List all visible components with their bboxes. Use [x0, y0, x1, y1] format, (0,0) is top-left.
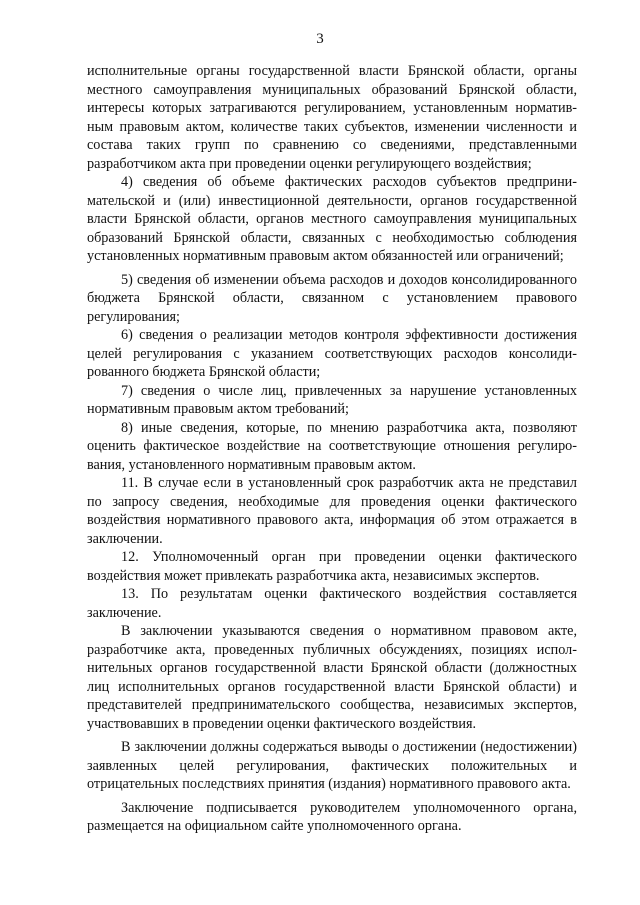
page-number: 3 [316, 31, 324, 47]
document-body [87, 62, 577, 836]
paragraph-item-5: 5) сведения об изменении объема расходов и доходов консолидированного бюджета Брянской области, связанном с установлением правового регулирования; [87, 271, 577, 325]
paragraph-clause-12: 12. Уполномоченный орган при проведении оценки фактического воздействия может привлекать разработчика акта, независимых экспертов. [87, 549, 577, 584]
paragraph-conclusion-findings: В заключении должны содержаться выводы о достижении (недостижении) заявленных целей регулирования, фактических положительных и отрицательных последствиях принятия (издания) нормативного правового акта. [87, 739, 577, 792]
paragraph-conclusion-signing: Заключение подписывается руководителем уполномоченного органа, размещается на официальном сайте уполномоченного органа. [87, 799, 577, 834]
paragraph-item-4: 4) сведения об объеме фактических расходов субъектов предпринимательской и (или) инвестиционной деятельности, органов государственной власти Брянской области, органов местного самоуправления муниципальных образований Брянской области, связанных с необходимостью соблюдения установленных нормативным правовым актом обязанностей или ограничений; [87, 174, 577, 264]
paragraph-item-8: 8) иные сведения, которые, по мнению разработчика акта, позволяют оценить фактическое воздействие на соответствующие отношения регулирования, установленного нормативным правовым актом. [87, 419, 577, 473]
paragraph-clause-13: 13. По результатам оценки фактического воздействия составляется заключение. [87, 586, 577, 621]
paragraph-item-6: 6) сведения о реализации методов контроля эффективности достижения целей регулирования с указанием соответствующих расходов консолидированного бюджета Брянской области; [87, 327, 577, 380]
paragraph-clause-11: 11. В случае если в установленный срок разработчик акта не представил по запросу сведения, необходимые для проведения оценки фактического воздействия нормативного правового акта, информация об этом отражается в заключении. [87, 475, 577, 547]
paragraph-item-7: 7) сведения о числе лиц, привлеченных за нарушение установленных нормативным правовым актом требований; [87, 382, 577, 417]
paragraph-continuation: исполнительные органы государственной власти Брянской области, органы местного самоуправления муниципальных образований Брянской области, интересы которых затрагиваются регулированием, установленным нормативным правовым актом, количестве таких субъектов, изменении численности и состава таких групп по сравнению со сведениями, представленными разработчиком акта при проведении оценки регулирующего воздействия; [87, 63, 577, 172]
paragraph-conclusion-contents: В заключении указываются сведения о нормативном правовом акте, разработчике акта, проведенных публичных обсуждениях, позициях исполнительных органов государственной власти Брянской области (должностных лиц исполнительных органов государственной власти Брянской области) и представителей предпринимательского сообщества, независимых экспертов, участвовавших в проведении оценки фактического воздействия. [87, 623, 577, 732]
